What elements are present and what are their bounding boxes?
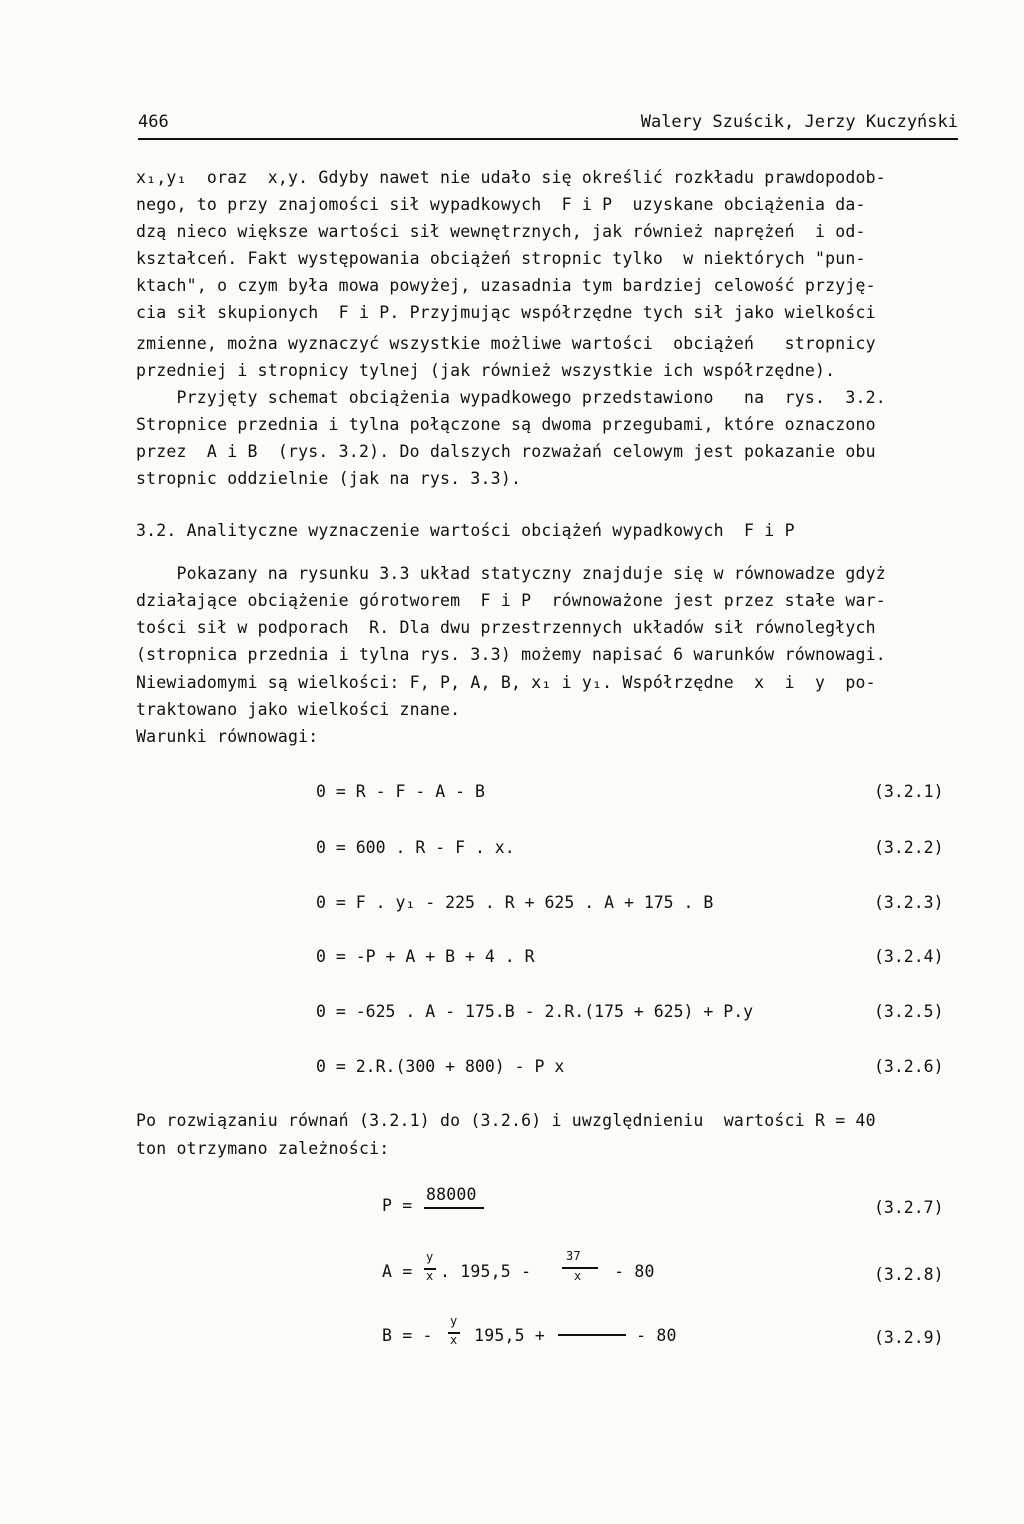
result-middle: 195,5 + [464,1326,556,1345]
text-line: (stropnica przednia i tylna rys. 3.3) możemy napisać 6 warunków równowagi. [136,645,886,664]
result-tail: - 80 [626,1326,677,1345]
text-line: Pokazany na rysunku 3.3 układ statyczny znajduje się w równowadze gdyż [136,564,886,583]
text-line: x₁,y₁ oraz x,y. Gdyby nawet nie udało się określić rozkładu prawdopodob- [136,168,886,187]
text-line: Przyjęty schemat obciążenia wypadkowego przedstawiono na rys. 3.2. [136,388,886,407]
fraction-numerator: y [426,1250,434,1264]
equation-number: (3.2.2) [874,838,944,857]
equation: 0 = -625 . A - 175.B - 2.R.(175 + 625) + P.y [316,1002,754,1021]
text-line: zmienne, można wyznaczyć wszystkie możliwe wartości obciążeń stropnicy [136,334,876,353]
running-authors: Walery Szuścik, Jerzy Kuczyński [640,112,958,132]
fraction-bar [424,1207,484,1209]
text-line: Niewiadomymi są wielkości: F, P, A, B, x₁ i y₁. Współrzędne x i y po- [136,673,876,692]
equation: 0 = 2.R.(300 + 800) - P x [316,1057,565,1076]
fraction-numerator: y [450,1314,458,1328]
text-line: nego, to przy znajomości sił wypadkowych F i P uzyskane obciążenia da- [136,195,866,214]
fraction-numerator: 88000 [426,1185,477,1204]
text-line: Stropnice przednia i tylna połączone są dwoma przegubami, które oznaczono [136,415,876,434]
fraction-denominator: x [574,1269,582,1283]
text-line: Warunki równowagi: [136,727,319,746]
result-middle: . 195,5 - [440,1262,542,1281]
equation-number: (3.2.8) [874,1265,944,1284]
text-line: stropnic oddzielnie (jak na rys. 3.3). [136,469,522,488]
text-line: cia sił skupionych F i P. Przyjmując współrzędne tych sił jako wielkości [136,303,876,322]
equation-number: (3.2.5) [874,1002,944,1021]
text-line: działające obciążenie górotworem F i P równoważone jest przez stałe war- [136,591,886,610]
equation-number: (3.2.9) [874,1328,944,1347]
equation-number: (3.2.6) [874,1057,944,1076]
equation: 0 = R - F - A - B [316,782,485,801]
fraction-numerator: 37 [566,1249,581,1263]
fraction-denominator: x [450,1333,458,1347]
text-line: traktowano jako wielkości znane. [136,700,461,719]
section-heading: 3.2. Analityczne wyznaczenie wartości obciążeń wypadkowych F i P [136,521,795,540]
fraction-bar [558,1334,626,1336]
text-line: ktach", o czym była mowa powyżej, uzasadnia tym bardziej celowość przyję- [136,276,876,295]
page-header [138,112,958,140]
equation-number: (3.2.4) [874,947,944,966]
equation: 0 = 600 . R - F . x. [316,838,515,857]
result-tail: - 80 [604,1262,655,1281]
text-line: kształceń. Fakt występowania obciążeń stropnic tylko w niektórych "pun- [136,249,866,268]
equation-number: (3.2.7) [874,1198,944,1217]
text-line: przez A i B (rys. 3.2). Do dalszych rozważań celowym jest pokazanie obu [136,442,876,461]
text-line: Po rozwiązaniu równań (3.2.1) do (3.2.6) i uwzględnieniu wartości R = 40 [136,1111,876,1130]
equation: 0 = F . y₁ - 225 . R + 625 . A + 175 . B [316,893,714,912]
text-line: ton otrzymano zależności: [136,1139,390,1158]
text-line: przedniej i stropnicy tylnej (jak również wszystkie ich współrzędne). [136,361,836,380]
text-line: tości sił w podporach R. Dla dwu przestrzennych układów sił równoległych [136,618,876,637]
result-lhs: B = - [382,1326,443,1345]
text-line: dzą nieco większe wartości sił wewnętrznych, jak również naprężeń i od- [136,222,866,241]
equation: 0 = -P + A + B + 4 . R [316,947,535,966]
equation-number: (3.2.3) [874,893,944,912]
fraction-denominator: x [426,1269,434,1283]
page-number: 466 [138,112,169,132]
equation-number: (3.2.1) [874,782,944,801]
result-lhs: P = [382,1196,423,1215]
result-lhs: A = [382,1262,423,1281]
